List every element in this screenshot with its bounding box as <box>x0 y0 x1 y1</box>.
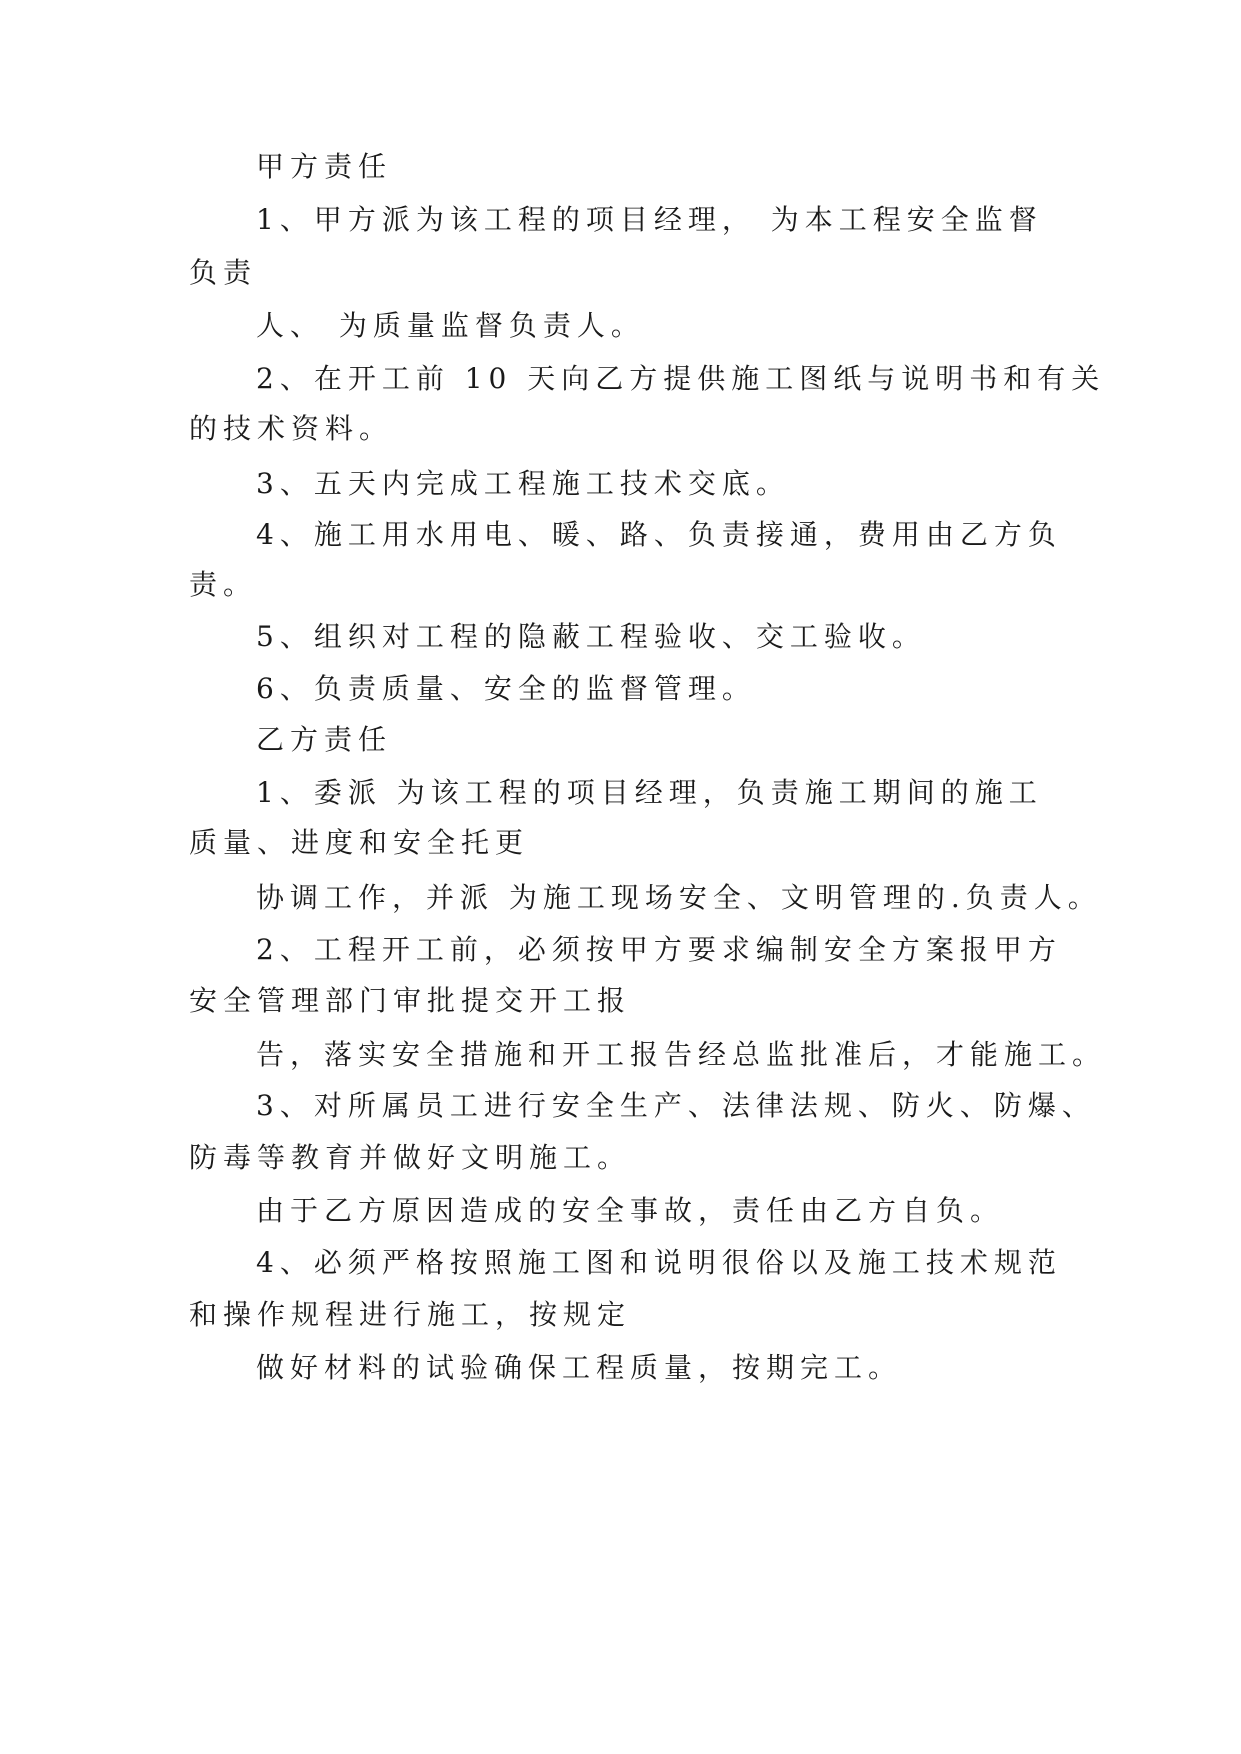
paragraph-line: 的技术资料。 <box>189 412 394 445</box>
paragraph-line: 和操作规程进行施工，按规定 <box>189 1298 632 1331</box>
paragraph-line: 2、工程开工前，必须按甲方要求编制安全方案报甲方 <box>256 933 1062 966</box>
paragraph-line: 2、在开工前 10 天向乙方提供施工图纸与说明书和有关 <box>256 362 1106 395</box>
paragraph-line: 协调工作，并派 为施工现场安全、文明管理的.负责人。 <box>256 881 1102 914</box>
paragraph-line: 3、对所属员工进行安全生产、法律法规、防火、防爆、 <box>256 1089 1096 1122</box>
paragraph-line: 责。 <box>189 568 258 601</box>
paragraph-line: 安全管理部门审批提交开工报 <box>189 984 632 1017</box>
paragraph-line: 1、甲方派为该工程的项目经理， 为本工程安全监督 <box>256 203 1043 236</box>
paragraph-line: 4、施工用水用电、暖、路、负责接通，费用由乙方负 <box>256 518 1062 551</box>
paragraph-line: 6、负责质量、安全的监督管理。 <box>256 672 756 705</box>
heading-party-a: 甲方责任 <box>256 150 393 183</box>
paragraph-line: 4、必须严格按照施工图和说明很俗以及施工技术规范 <box>256 1246 1062 1279</box>
heading-party-b: 乙方责任 <box>256 723 393 756</box>
paragraph-line: 负责 <box>189 256 258 289</box>
paragraph-line: 1、委派 为该工程的项目经理，负责施工期间的施工 <box>256 776 1043 809</box>
paragraph-line: 告，落实安全措施和开工报告经总监批准后，才能施工。 <box>256 1038 1107 1071</box>
paragraph-line: 防毒等教育并做好文明施工。 <box>189 1141 632 1174</box>
paragraph-line: 人、 为质量监督负责人。 <box>256 309 645 342</box>
paragraph-line: 5、组织对工程的隐蔽工程验收、交工验收。 <box>256 620 926 653</box>
paragraph-line: 由于乙方原因造成的安全事故，责任由乙方自负。 <box>256 1194 1005 1227</box>
paragraph-line: 3、五天内完成工程施工技术交底。 <box>256 467 790 500</box>
paragraph-line: 做好材料的试验确保工程质量，按期完工。 <box>256 1351 903 1384</box>
paragraph-line: 质量、进度和安全托更 <box>189 826 530 859</box>
